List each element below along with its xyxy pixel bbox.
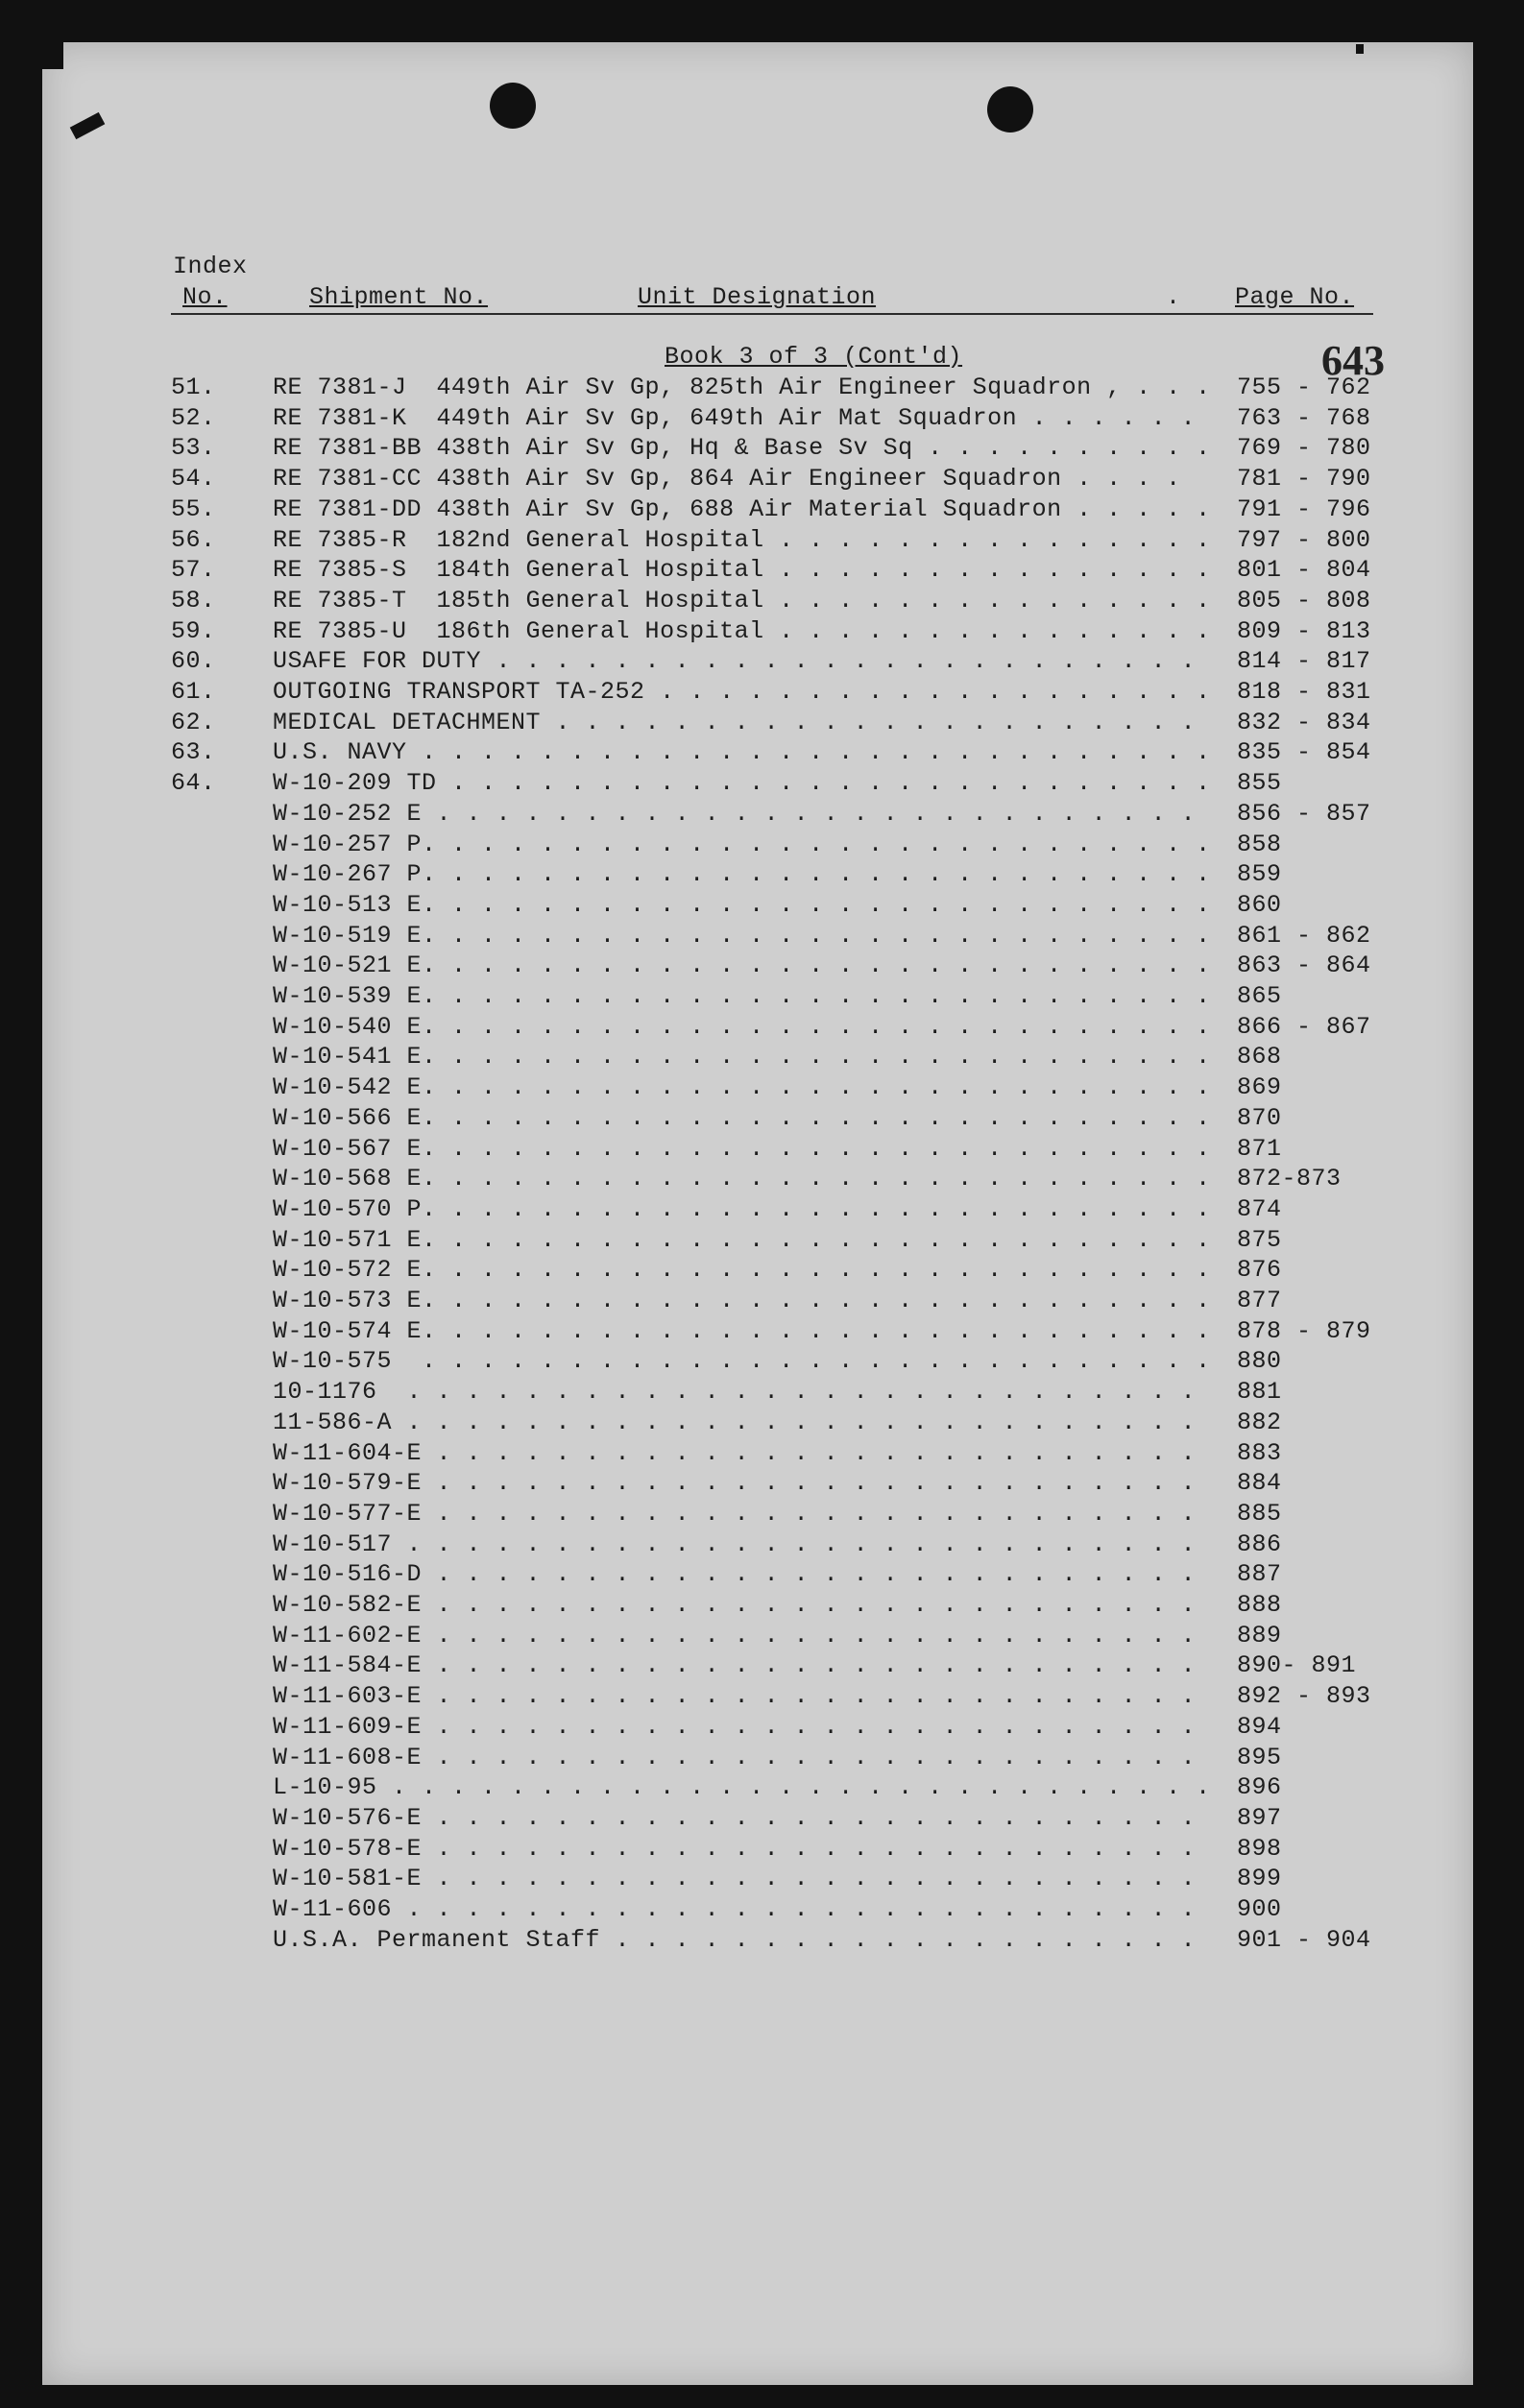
row-entry-text: W-10-539 E. . . . . . . . . . . . . . . . . . . . . . . . . . . <box>273 982 1211 1010</box>
table-row <box>0 1164 1524 1194</box>
row-entry-text: OUTGOING TRANSPORT TA-252 . . . . . . . . . . . . . . . . . . . <box>273 678 1211 706</box>
row-entry-text: U.S. NAVY . . . . . . . . . . . . . . . . . . . . . . . . . . . <box>273 738 1211 767</box>
table-row <box>0 1377 1524 1408</box>
row-entry-text: RE 7385-T 185th General Hospital . . . . . . . . . . . . . . . <box>273 586 1211 614</box>
corner-dot-icon <box>1356 44 1364 54</box>
row-entry-text: W-10-209 TD . . . . . . . . . . . . . . . . . . . . . . . . . . <box>273 769 1211 798</box>
row-page-range: 881 <box>1237 1378 1282 1407</box>
row-entry-text: RE 7385-S 184th General Hospital . . . . . . . . . . . . . . . <box>273 556 1211 585</box>
table-row <box>0 830 1524 860</box>
row-entry-text: 10-1176 . . . . . . . . . . . . . . . . . . . . . . . . . . . <box>273 1378 1197 1407</box>
table-row <box>0 1650 1524 1681</box>
table-row <box>0 646 1524 677</box>
table-row <box>0 768 1524 799</box>
row-entry-text: W-10-574 E. . . . . . . . . . . . . . . . . . . . . . . . . . . <box>273 1316 1211 1345</box>
table-row <box>0 1408 1524 1438</box>
row-entry-text: W-10-517 . . . . . . . . . . . . . . . . . . . . . . . . . . . <box>273 1529 1197 1558</box>
header-rule <box>171 313 1373 315</box>
row-page-range: 855 <box>1237 769 1282 798</box>
row-entry-text: W-11-606 . . . . . . . . . . . . . . . . . . . . . . . . . . . <box>273 1895 1197 1923</box>
table-row <box>0 586 1524 616</box>
row-page-range: 901 - 904 <box>1237 1925 1371 1954</box>
row-entry-text: W-10-579-E . . . . . . . . . . . . . . . . . . . . . . . . . . <box>273 1469 1197 1498</box>
row-page-range: 899 <box>1237 1865 1282 1893</box>
row-page-range: 892 - 893 <box>1237 1682 1371 1711</box>
header-unit-label: Unit Designation <box>638 283 877 311</box>
row-index-number: 56. <box>171 525 216 554</box>
table-row <box>0 799 1524 830</box>
row-entry-text: W-11-602-E . . . . . . . . . . . . . . . . . . . . . . . . . . <box>273 1621 1197 1649</box>
row-entry-text: W-10-575 . . . . . . . . . . . . . . . . . . . . . . . . . . . <box>273 1347 1211 1376</box>
row-page-range: 884 <box>1237 1469 1282 1498</box>
row-entry-text: W-11-609-E . . . . . . . . . . . . . . . . . . . . . . . . . . <box>273 1712 1197 1741</box>
table-row <box>0 555 1524 586</box>
header-shipment-label: Shipment No. <box>309 283 489 311</box>
row-page-range: 861 - 862 <box>1237 921 1371 950</box>
row-entry-text: W-10-582-E . . . . . . . . . . . . . . . . . . . . . . . . . . <box>273 1591 1197 1619</box>
row-page-range: 835 - 854 <box>1237 738 1371 767</box>
row-page-range: 894 <box>1237 1712 1282 1741</box>
tear-mark-icon <box>70 112 106 139</box>
row-index-number: 54. <box>171 465 216 494</box>
punch-hole-right <box>987 86 1033 132</box>
row-entry-text: W-10-542 E. . . . . . . . . . . . . . . . . . . . . . . . . . . <box>273 1073 1211 1102</box>
table-row <box>0 1438 1524 1469</box>
table-row <box>0 464 1524 494</box>
row-page-range: 897 <box>1237 1803 1282 1832</box>
row-entry-text: W-10-516-D . . . . . . . . . . . . . . . . . . . . . . . . . . <box>273 1560 1197 1589</box>
row-index-number: 59. <box>171 616 216 645</box>
row-entry-text: W-10-570 P. . . . . . . . . . . . . . . . . . . . . . . . . . . <box>273 1194 1211 1223</box>
row-entry-text: W-11-584-E . . . . . . . . . . . . . . . . . . . . . . . . . . <box>273 1651 1197 1680</box>
table-row <box>0 1834 1524 1865</box>
row-entry-text: RE 7385-R 182nd General Hospital . . . . . . . . . . . . . . . <box>273 525 1211 554</box>
table-row <box>0 1072 1524 1103</box>
row-index-number: 63. <box>171 738 216 767</box>
row-page-range: 809 - 813 <box>1237 616 1371 645</box>
table-row <box>0 921 1524 951</box>
row-page-range: 868 <box>1237 1043 1282 1072</box>
table-row <box>0 1012 1524 1043</box>
row-page-range: 863 - 864 <box>1237 951 1371 980</box>
table-row <box>0 1894 1524 1925</box>
row-entry-text: W-10-578-E . . . . . . . . . . . . . . . . . . . . . . . . . . <box>273 1834 1197 1863</box>
table-row <box>0 1590 1524 1621</box>
row-index-number: 52. <box>171 403 216 432</box>
table-row <box>0 1681 1524 1712</box>
row-entry-text: W-10-567 E. . . . . . . . . . . . . . . . . . . . . . . . . . . <box>273 1134 1211 1163</box>
row-page-range: 856 - 857 <box>1237 799 1371 828</box>
row-entry-text: RE 7381-DD 438th Air Sv Gp, 688 Air Material Squadron . . . . . <box>273 494 1211 523</box>
table-row <box>0 373 1524 403</box>
row-entry-text: W-11-608-E . . . . . . . . . . . . . . . . . . . . . . . . . . <box>273 1743 1197 1771</box>
row-page-range: 875 <box>1237 1225 1282 1254</box>
table-row <box>0 1864 1524 1894</box>
row-page-range: 781 - 790 <box>1237 465 1371 494</box>
row-entry-text: RE 7381-K 449th Air Sv Gp, 649th Air Mat Squadron . . . . . . <box>273 403 1197 432</box>
row-entry-text: W-10-521 E. . . . . . . . . . . . . . . . . . . . . . . . . . . <box>273 951 1211 980</box>
row-page-range: 898 <box>1237 1834 1282 1863</box>
row-entry-text: RE 7385-U 186th General Hospital . . . . . . . . . . . . . . . <box>273 616 1211 645</box>
table-row <box>0 1499 1524 1529</box>
table-row <box>0 616 1524 647</box>
row-page-range: 797 - 800 <box>1237 525 1371 554</box>
table-row <box>0 1529 1524 1560</box>
row-entry-text: L-10-95 . . . . . . . . . . . . . . . . . . . . . . . . . . . . <box>273 1773 1211 1802</box>
row-page-range: 870 <box>1237 1103 1282 1132</box>
table-row <box>0 1621 1524 1651</box>
row-page-range: 882 <box>1237 1408 1282 1436</box>
row-index-number: 57. <box>171 556 216 585</box>
table-row <box>0 1712 1524 1743</box>
row-page-range: 876 <box>1237 1256 1282 1285</box>
row-index-number: 60. <box>171 647 216 676</box>
row-page-range: 801 - 804 <box>1237 556 1371 585</box>
row-page-range: 889 <box>1237 1621 1282 1649</box>
row-entry-text: 11-586-A . . . . . . . . . . . . . . . . . . . . . . . . . . . <box>273 1408 1197 1436</box>
row-entry-text: W-10-576-E . . . . . . . . . . . . . . . . . . . . . . . . . . <box>273 1803 1197 1832</box>
table-row <box>0 1194 1524 1225</box>
row-page-range: 866 - 867 <box>1237 1012 1371 1041</box>
table-row <box>0 1772 1524 1803</box>
row-entry-text: W-10-572 E. . . . . . . . . . . . . . . . . . . . . . . . . . . <box>273 1256 1211 1285</box>
row-index-number: 61. <box>171 678 216 706</box>
row-page-range: 755 - 762 <box>1237 373 1371 401</box>
row-entry-text: W-10-252 E . . . . . . . . . . . . . . . . . . . . . . . . . . <box>273 799 1197 828</box>
row-page-range: 883 <box>1237 1438 1282 1467</box>
table-row <box>0 1803 1524 1834</box>
row-page-range: 818 - 831 <box>1237 678 1371 706</box>
table-row <box>0 1255 1524 1286</box>
header-dot: . <box>1166 283 1181 311</box>
row-page-range: 886 <box>1237 1529 1282 1558</box>
table-row <box>0 677 1524 708</box>
table-row <box>0 737 1524 768</box>
row-page-range: 859 <box>1237 860 1282 889</box>
row-entry-text: W-10-513 E. . . . . . . . . . . . . . . . . . . . . . . . . . . <box>273 890 1211 919</box>
row-entry-text: W-10-566 E. . . . . . . . . . . . . . . . . . . . . . . . . . . <box>273 1103 1211 1132</box>
table-row <box>0 494 1524 525</box>
row-page-range: 890- 891 <box>1237 1651 1357 1680</box>
page-stamp-number: 643 <box>1321 337 1385 384</box>
row-entry-text: W-10-581-E . . . . . . . . . . . . . . . . . . . . . . . . . . <box>273 1865 1197 1893</box>
table-row <box>0 403 1524 434</box>
punch-hole-left <box>490 83 536 129</box>
row-entry-text: W-10-571 E. . . . . . . . . . . . . . . . . . . . . . . . . . . <box>273 1225 1211 1254</box>
book-title: Book 3 of 3 (Cont'd) <box>665 343 963 371</box>
table-row <box>0 951 1524 981</box>
row-page-range: 763 - 768 <box>1237 403 1371 432</box>
row-page-range: 872-873 <box>1237 1165 1342 1193</box>
row-page-range: 887 <box>1237 1560 1282 1589</box>
table-row <box>0 1346 1524 1377</box>
row-entry-text: W-10-568 E. . . . . . . . . . . . . . . . . . . . . . . . . . . <box>273 1165 1211 1193</box>
row-entry-text: U.S.A. Permanent Staff . . . . . . . . . . . . . . . . . . . . <box>273 1925 1197 1954</box>
row-page-range: 878 - 879 <box>1237 1316 1371 1345</box>
row-page-range: 865 <box>1237 982 1282 1010</box>
table-row <box>0 1925 1524 1956</box>
row-entry-text: RE 7381-CC 438th Air Sv Gp, 864 Air Engineer Squadron . . . . <box>273 465 1181 494</box>
row-page-range: 832 - 834 <box>1237 708 1371 736</box>
table-row <box>0 1103 1524 1134</box>
table-row <box>0 525 1524 556</box>
row-index-number: 62. <box>171 708 216 736</box>
row-page-range: 895 <box>1237 1743 1282 1771</box>
table-row <box>0 1286 1524 1316</box>
row-entry-text: W-10-540 E. . . . . . . . . . . . . . . . . . . . . . . . . . . <box>273 1012 1211 1041</box>
table-row <box>0 708 1524 738</box>
row-page-range: 860 <box>1237 890 1282 919</box>
row-page-range: 888 <box>1237 1591 1282 1619</box>
row-entry-text: W-10-573 E. . . . . . . . . . . . . . . . . . . . . . . . . . . <box>273 1287 1211 1314</box>
row-entry-text: RE 7381-BB 438th Air Sv Gp, Hq & Base Sv Sq . . . . . . . . . . <box>273 434 1211 463</box>
row-entry-text: USAFE FOR DUTY . . . . . . . . . . . . . . . . . . . . . . . . <box>273 647 1197 676</box>
row-entry-text: W-11-603-E . . . . . . . . . . . . . . . . . . . . . . . . . . <box>273 1682 1197 1711</box>
row-index-number: 53. <box>171 434 216 463</box>
table-row <box>0 981 1524 1012</box>
row-page-range: 858 <box>1237 830 1282 858</box>
table-row <box>0 1559 1524 1590</box>
row-page-range: 880 <box>1237 1347 1282 1376</box>
table-row <box>0 1743 1524 1773</box>
row-page-range: 814 - 817 <box>1237 647 1371 676</box>
table-row <box>0 433 1524 464</box>
row-entry-text: W-10-577-E . . . . . . . . . . . . . . . . . . . . . . . . . . <box>273 1499 1197 1528</box>
row-page-range: 869 <box>1237 1073 1282 1102</box>
row-page-range: 871 <box>1237 1134 1282 1163</box>
table-row <box>0 859 1524 890</box>
row-page-range: 791 - 796 <box>1237 494 1371 523</box>
row-index-number: 64. <box>171 769 216 798</box>
row-entry-text: W-10-519 E. . . . . . . . . . . . . . . . . . . . . . . . . . . <box>273 921 1211 950</box>
row-page-range: 805 - 808 <box>1237 586 1371 614</box>
table-row <box>0 890 1524 921</box>
header-page-label: Page No. <box>1235 283 1355 311</box>
table-row <box>0 1225 1524 1256</box>
header-index-label: Index <box>173 253 248 280</box>
row-page-range: 769 - 780 <box>1237 434 1371 463</box>
row-index-number: 51. <box>171 373 216 401</box>
row-entry-text: W-10-257 P. . . . . . . . . . . . . . . . . . . . . . . . . . . <box>273 830 1211 858</box>
row-page-range: 900 <box>1237 1895 1282 1923</box>
row-index-number: 55. <box>171 494 216 523</box>
row-index-number: 58. <box>171 586 216 614</box>
row-page-range: 874 <box>1237 1194 1282 1223</box>
row-page-range: 877 <box>1237 1287 1282 1314</box>
row-entry-text: RE 7381-J 449th Air Sv Gp, 825th Air Engineer Squadron , . . . <box>273 373 1211 401</box>
row-page-range: 885 <box>1237 1499 1282 1528</box>
corner-mark-icon <box>42 42 63 69</box>
table-row <box>0 1042 1524 1072</box>
table-row <box>0 1134 1524 1165</box>
row-entry-text: W-11-604-E . . . . . . . . . . . . . . . . . . . . . . . . . . <box>273 1438 1197 1467</box>
row-page-range: 896 <box>1237 1773 1282 1802</box>
header-index-no-label: No. <box>182 283 228 311</box>
row-entry-text: W-10-267 P. . . . . . . . . . . . . . . . . . . . . . . . . . . <box>273 860 1211 889</box>
row-entry-text: W-10-541 E. . . . . . . . . . . . . . . . . . . . . . . . . . . <box>273 1043 1211 1072</box>
row-entry-text: MEDICAL DETACHMENT . . . . . . . . . . . . . . . . . . . . . . <box>273 708 1197 736</box>
table-row <box>0 1316 1524 1347</box>
table-row <box>0 1468 1524 1499</box>
